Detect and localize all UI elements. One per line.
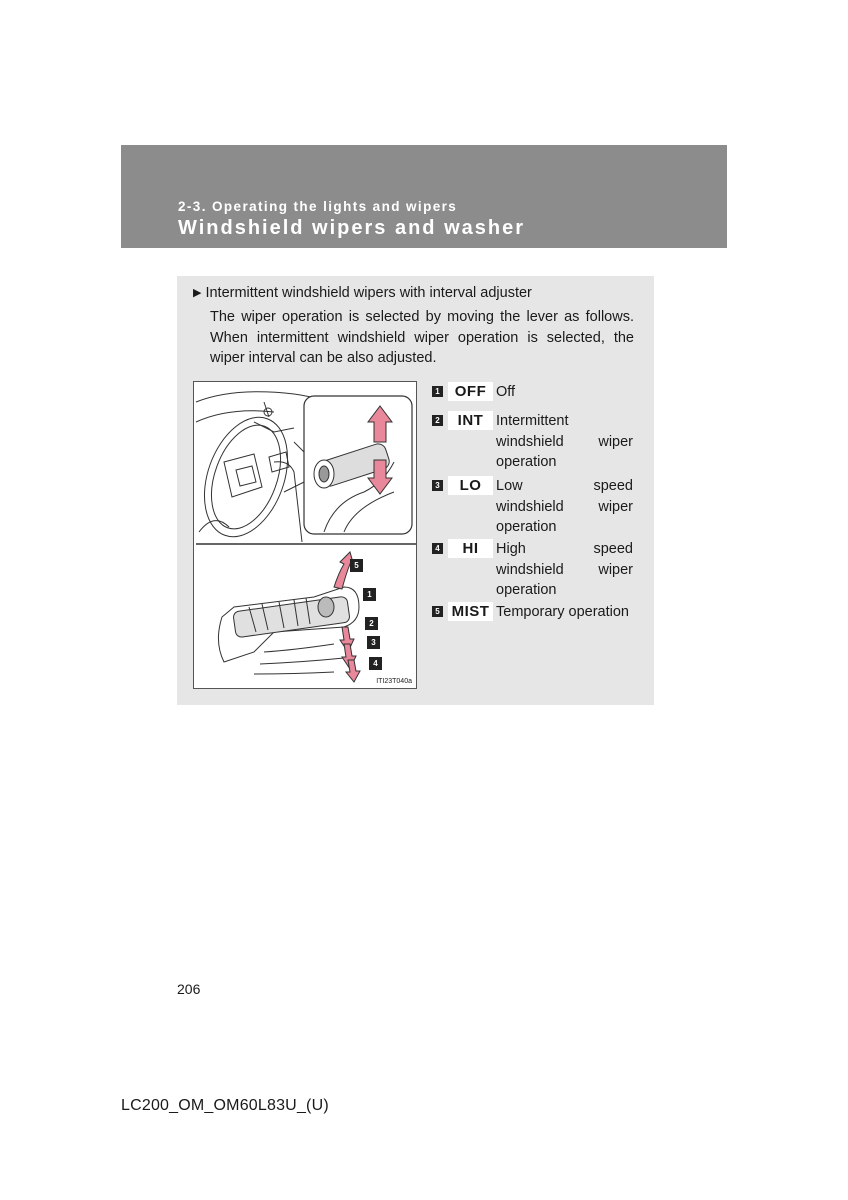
callout-4: 4 — [369, 657, 382, 670]
mode-tag: LO — [448, 476, 493, 495]
page-number: 206 — [177, 981, 201, 997]
mode-tag: INT — [448, 411, 493, 430]
mode-description: Low speed windshield wiper operation — [496, 478, 633, 535]
section-label: 2-3. Operating the lights and wipers — [178, 199, 458, 214]
page-title: Windshield wipers and washer — [178, 217, 525, 239]
document-code: LC200_OM_OM60L83U_(U) — [121, 1097, 329, 1114]
mode-description: Intermittent windshield wiper operation — [496, 413, 633, 470]
mode-tag: HI — [448, 539, 493, 558]
legend-number: 5 — [432, 606, 443, 617]
callout-2: 2 — [365, 617, 378, 630]
callout-3: 3 — [367, 636, 380, 649]
callout-5: 5 — [350, 559, 363, 572]
legend-number: 3 — [432, 480, 443, 491]
legend-number: 4 — [432, 543, 443, 554]
mode-description: Off — [496, 384, 516, 400]
illustration-svg — [194, 382, 416, 688]
mode-description: High speed windshield wiper operation — [496, 541, 633, 598]
figure-code: ITI23T040a — [376, 678, 412, 685]
mode-tag: OFF — [448, 382, 493, 401]
mode-description: Temporary operation — [496, 604, 629, 620]
bullet-heading — [193, 285, 532, 301]
legend-number: 1 — [432, 386, 443, 397]
mode-tag: MIST — [448, 602, 493, 621]
bullet-text: Intermittent windshield wipers with interval adjuster — [205, 285, 532, 301]
bullet-arrow-icon: ▶ — [193, 287, 202, 299]
description-paragraph: The wiper operation is selected by moving the lever as follows. When intermittent windshield wiper operation is selected, the wiper interval can be also adjusted. — [210, 309, 634, 366]
wiper-lever-illustration — [193, 381, 417, 689]
content-panel — [177, 276, 654, 705]
callout-1: 1 — [363, 588, 376, 601]
chapter-header — [121, 145, 727, 248]
legend-number: 2 — [432, 415, 443, 426]
